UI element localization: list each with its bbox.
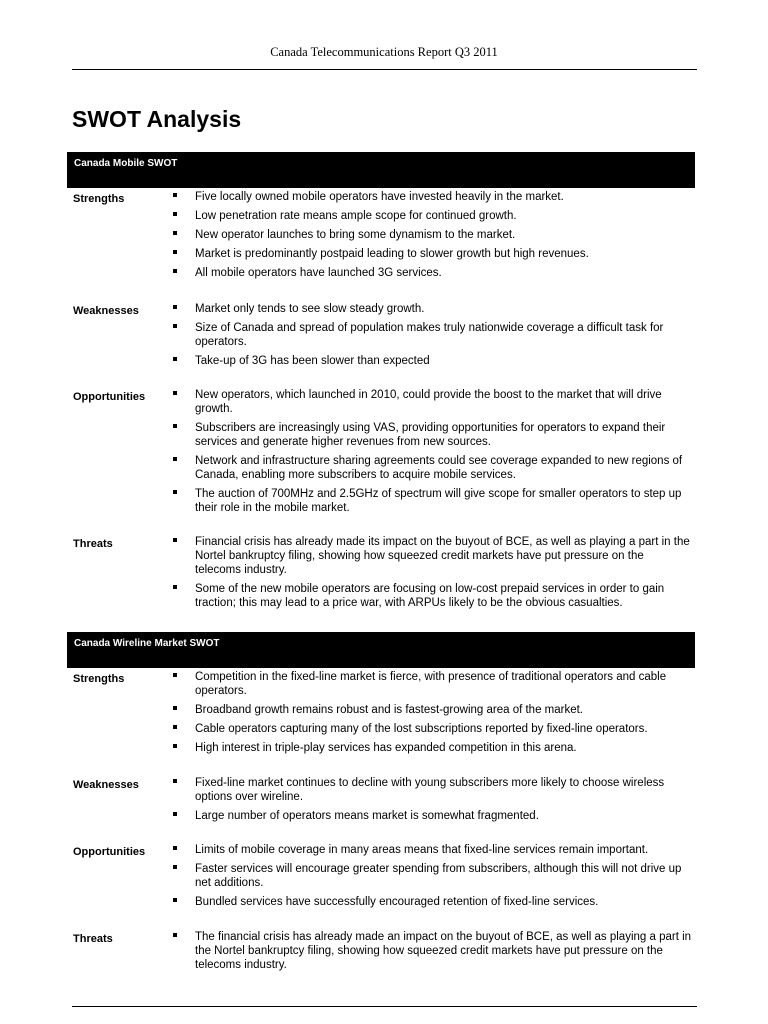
bullet-text: Network and infrastructure sharing agreements could see coverage expanded to new regions of Canada, enabling more subscribers to acquire mobile services. — [195, 455, 683, 481]
bullet-text: Take-up of 3G has been slower than expected — [195, 355, 430, 367]
footer-rule — [72, 1006, 697, 1007]
bullet-item — [172, 776, 692, 804]
bullet-square-icon — [173, 305, 177, 309]
swot-row-threats — [0, 535, 768, 625]
bullet-text: Competition in the fixed-line market is fierce, with presence of traditional operators and cable operators. — [195, 671, 667, 697]
swot-row-strengths — [0, 190, 768, 302]
page-header: Canada Telecommunications Report Q3 2011 — [270, 45, 498, 59]
bullet-square-icon — [173, 744, 177, 748]
swot-label: Threats — [73, 538, 113, 550]
bullet-item — [172, 895, 692, 909]
bullet-text: The auction of 700MHz and 2.5GHz of spectrum will give scope for smaller operators to step up their role in the mobile market. — [195, 488, 682, 514]
section-bar-mobile — [67, 152, 695, 188]
swot-label: Opportunities — [73, 846, 146, 858]
bullet-item — [172, 209, 692, 223]
bullet-list — [172, 776, 692, 828]
bullet-text: Low penetration rate means ample scope for continued growth. — [195, 210, 517, 222]
bullet-item — [172, 535, 692, 577]
bullet-square-icon — [173, 846, 177, 850]
swot-row-weaknesses — [0, 776, 768, 843]
bullet-text: Limits of mobile coverage in many areas means that fixed-line services remain important. — [195, 844, 649, 856]
bullet-square-icon — [173, 779, 177, 783]
bullet-square-icon — [173, 933, 177, 937]
swot-label: Strengths — [73, 193, 125, 205]
swot-section-mobile — [0, 190, 768, 625]
bullet-item — [172, 930, 692, 972]
bullet-text: New operator launches to bring some dynamism to the market. — [195, 229, 516, 241]
bullet-text: High interest in triple-play services has expanded competition in this arena. — [195, 742, 577, 754]
bullet-square-icon — [173, 585, 177, 589]
swot-row-opportunities — [0, 388, 768, 535]
bullet-text: Broadband growth remains robust and is fastest-growing area of the market. — [195, 704, 584, 716]
bullet-text: Some of the new mobile operators are focusing on low-cost prepaid services in order to gain traction; this may lead to a price war, with ARPUs likely to be the obvious casualties. — [195, 583, 665, 609]
bullet-item — [172, 247, 692, 261]
bullet-square-icon — [173, 357, 177, 361]
bullet-text: Subscribers are increasingly using VAS, providing opportunities for operators to expand their services and generate higher revenues from new sources. — [195, 422, 666, 448]
bullet-text: Cable operators capturing many of the lost subscriptions reported by fixed-line operators. — [195, 723, 648, 735]
swot-label: Strengths — [73, 673, 125, 685]
bullet-square-icon — [173, 538, 177, 542]
bullet-square-icon — [173, 865, 177, 869]
bullet-list — [172, 190, 692, 285]
page-title: SWOT Analysis — [72, 106, 242, 132]
swot-row-strengths — [0, 670, 768, 776]
bullet-item — [172, 190, 692, 204]
bullet-item — [172, 670, 692, 698]
swot-row-threats — [0, 930, 768, 990]
bullet-item — [172, 862, 692, 890]
bullet-square-icon — [173, 231, 177, 235]
bullet-item — [172, 354, 692, 368]
bullet-item — [172, 843, 692, 857]
bullet-text: Fixed-line market continues to decline with young subscribers more likely to choose wireless options over wireline. — [195, 777, 665, 803]
bullet-item — [172, 703, 692, 717]
bullet-square-icon — [173, 193, 177, 197]
bullet-square-icon — [173, 898, 177, 902]
bullet-text: Five locally owned mobile operators have invested heavily in the market. — [195, 191, 564, 203]
swot-label: Weaknesses — [73, 305, 139, 317]
bullet-item — [172, 228, 692, 242]
bullet-text: Market is predominantly postpaid leading to slower growth but high revenues. — [195, 248, 589, 260]
section-bar-wireline — [67, 632, 695, 668]
swot-section-wireline — [0, 670, 768, 990]
bullet-square-icon — [173, 457, 177, 461]
swot-label: Opportunities — [73, 391, 146, 403]
bullet-list — [172, 843, 692, 914]
swot-label: Weaknesses — [73, 779, 139, 791]
bullet-square-icon — [173, 706, 177, 710]
bullet-item — [172, 302, 692, 316]
bullet-item — [172, 809, 692, 823]
bullet-item — [172, 388, 692, 416]
bullet-text: Financial crisis has already made its impact on the buyout of BCE, as well as playing a part in the Nortel bankruptcy filing, showing how squeezed credit markets have put pressure on the telecoms industry. — [195, 536, 690, 576]
bullet-list — [172, 302, 692, 373]
bullet-square-icon — [173, 250, 177, 254]
bullet-square-icon — [173, 490, 177, 494]
bullet-item — [172, 487, 692, 515]
bullet-text: Faster services will encourage greater spending from subscribers, although this will not drive up net additions. — [195, 863, 682, 889]
header-rule — [72, 69, 697, 70]
bullet-square-icon — [173, 725, 177, 729]
bullet-item — [172, 321, 692, 349]
bullet-text: Bundled services have successfully encouraged retention of fixed-line services. — [195, 896, 599, 908]
bullet-list — [172, 535, 692, 615]
bullet-list — [172, 670, 692, 760]
bullet-item — [172, 266, 692, 280]
bullet-square-icon — [173, 212, 177, 216]
bullet-square-icon — [173, 269, 177, 273]
bullet-square-icon — [173, 424, 177, 428]
bullet-item — [172, 454, 692, 482]
section-heading: Canada Mobile SWOT — [74, 158, 178, 169]
bullet-list — [172, 930, 692, 977]
bullet-text: Size of Canada and spread of population makes truly nationwide coverage a difficult task for operators. — [195, 322, 664, 348]
bullet-item — [172, 722, 692, 736]
bullet-item — [172, 741, 692, 755]
swot-label: Threats — [73, 933, 113, 945]
section-heading: Canada Wireline Market SWOT — [74, 638, 220, 649]
bullet-text: All mobile operators have launched 3G services. — [195, 267, 442, 279]
bullet-item — [172, 421, 692, 449]
bullet-list — [172, 388, 692, 520]
bullet-square-icon — [173, 324, 177, 328]
bullet-square-icon — [173, 673, 177, 677]
bullet-text: New operators, which launched in 2010, could provide the boost to the market that will drive growth. — [195, 389, 662, 415]
swot-row-opportunities — [0, 843, 768, 930]
swot-row-weaknesses — [0, 302, 768, 388]
bullet-square-icon — [173, 812, 177, 816]
bullet-item — [172, 582, 692, 610]
bullet-square-icon — [173, 391, 177, 395]
bullet-text: The financial crisis has already made an impact on the buyout of BCE, as well as playing a part in the Nortel bankruptcy filing, showing how squeezed credit markets have put pressure on the telecoms industry. — [195, 931, 692, 971]
bullet-text: Large number of operators means market is somewhat fragmented. — [195, 810, 539, 822]
bullet-text: Market only tends to see slow steady growth. — [195, 303, 425, 315]
